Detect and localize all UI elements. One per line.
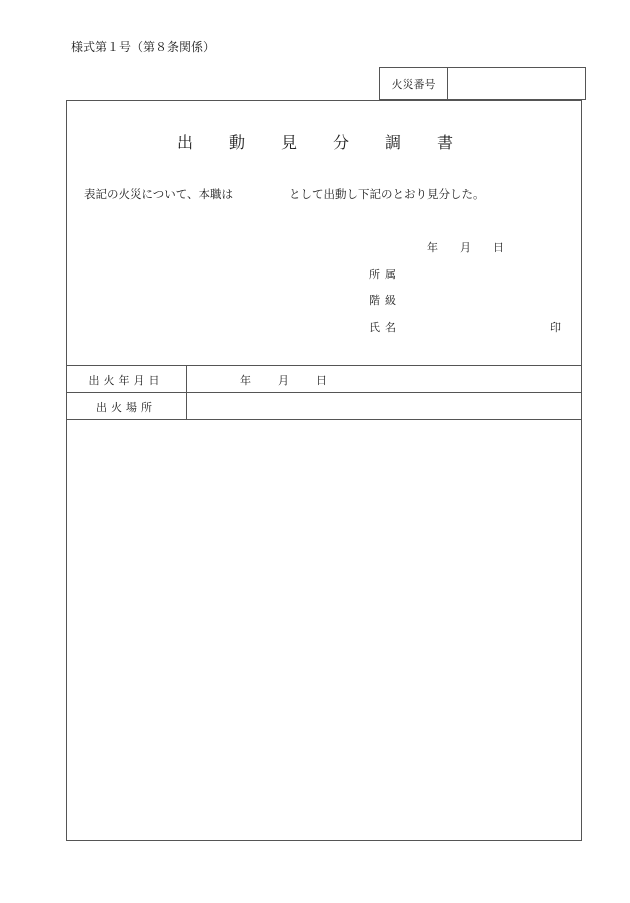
table-row-rule [66,392,582,393]
affiliation-label: 所属 [369,268,401,281]
title-char: 出 [176,133,193,152]
fire-number-field[interactable] [448,68,585,99]
month-label: 月 [460,241,471,254]
fire-date-field[interactable] [240,372,354,388]
fire-number-box [379,67,586,100]
day-label: 日 [316,374,327,387]
table-column-rule [186,365,187,419]
day-label: 日 [493,241,504,254]
seal-label: 印 [550,321,561,334]
fire-date-label: 出火年月日 [88,374,164,387]
table-top-rule [66,365,582,366]
report-date [427,239,526,255]
document-title [0,130,630,153]
title-char: 調 [385,133,402,152]
title-char: 動 [228,133,245,152]
title-char: 書 [437,133,454,152]
title-char: 見 [280,133,297,152]
year-label: 年 [240,374,251,387]
form-number: 様式第１号（第８条関係） [71,40,216,54]
fire-location-field[interactable] [188,394,580,417]
statement [84,186,485,202]
month-label: 月 [278,374,289,387]
title-char: 分 [333,133,350,152]
name-label: 氏名 [369,321,401,334]
statement-after: として出動し下記のとおり見分した。 [289,187,485,201]
rank-label: 階級 [369,294,401,307]
fire-number-label: 火災番号 [380,68,448,99]
year-label: 年 [427,241,438,254]
inspection-body-area[interactable] [67,420,581,840]
fire-location-label: 出火場所 [96,401,156,414]
statement-before: 表記の火災について、本職は [84,187,234,201]
